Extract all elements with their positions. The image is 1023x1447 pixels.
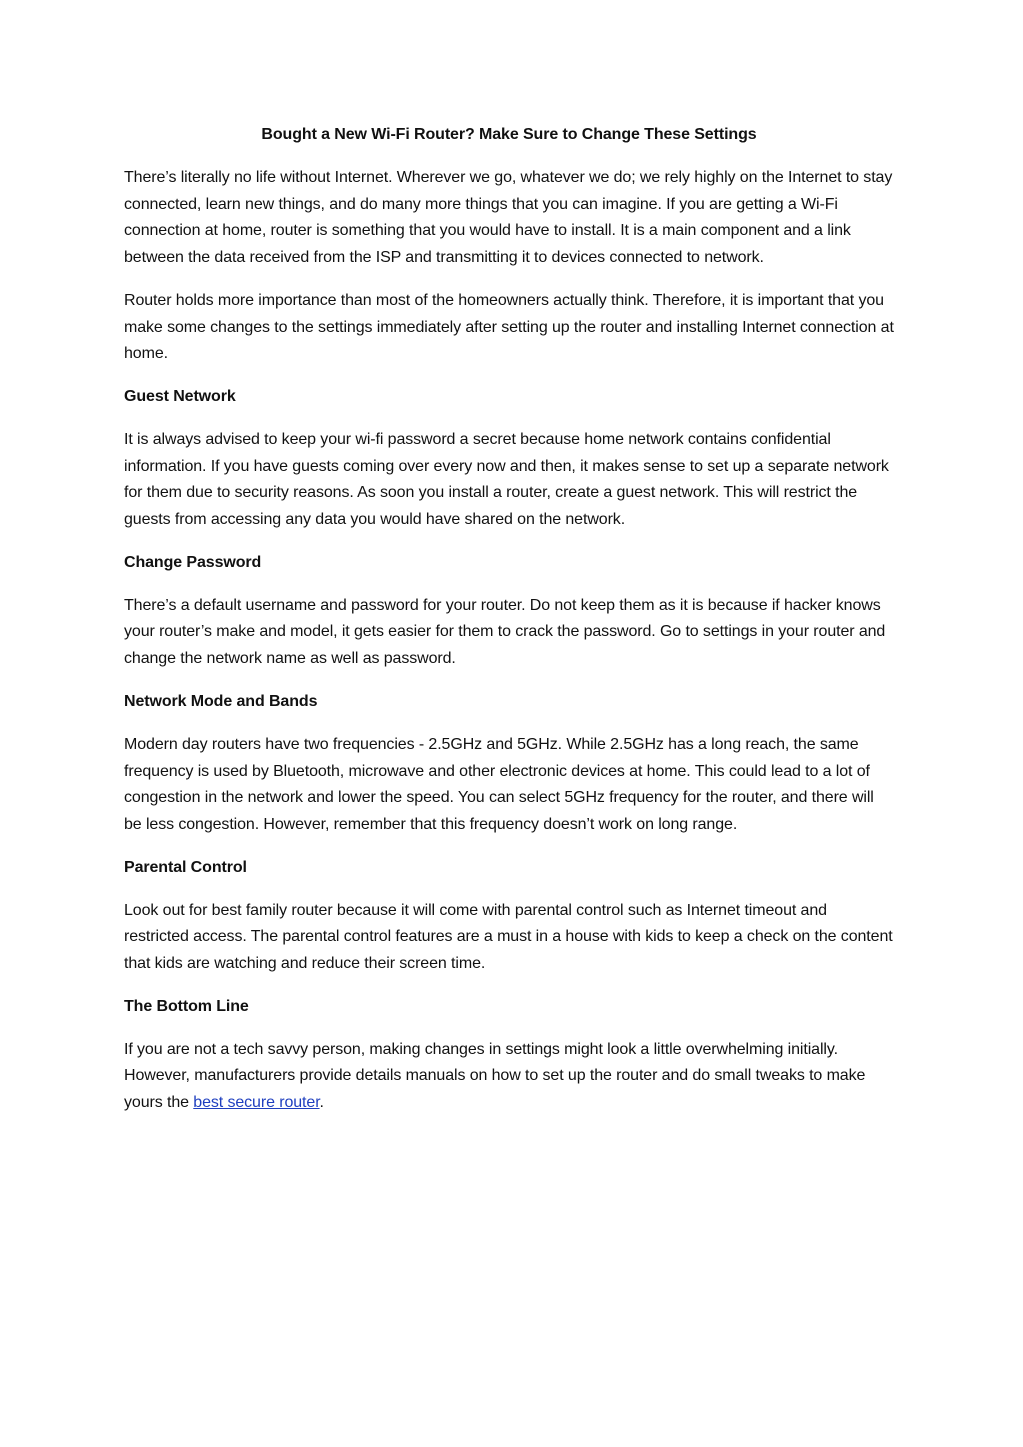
section-heading-guest-network: Guest Network	[124, 387, 236, 405]
bottom-line-text-after-link: .	[319, 1094, 324, 1112]
intro-paragraph-1: There’s literally no life without Internet. Wherever we go, whatever we do; we rely highly on the Internet to stay connected, learn new things, and do many more things that you can imagine. If you are getting a Wi-Fi connection at home, router is something that you would have to install. It is a main component and a link between the data received from the ISP and transmitting it to devices connected to network.	[124, 169, 893, 267]
section-body-change-password: There’s a default username and password for your router. Do not keep them as it is because if hacker knows your router’s make and model, it gets easier for them to crack the password. Go to settings in your router and change the network name as well as password.	[124, 596, 886, 668]
bottom-line-text-before-link: If you are not a tech savvy person, making changes in settings might look a little overwhelming initially. However, manufacturers provide details manuals on how to set up the router and do small tweaks to make yours the	[124, 1040, 866, 1112]
section-heading-bottom-line: The Bottom Line	[124, 997, 249, 1015]
intro-paragraph-2: Router holds more importance than most of the homeowners actually think. Therefore, it is important that you make some changes to the settings immediately after setting up the router and installing Internet connection at home.	[124, 291, 894, 363]
section-heading-network-mode: Network Mode and Bands	[124, 692, 318, 710]
section-heading-parental-control: Parental Control	[124, 858, 247, 876]
section-body-parental-control: Look out for best family router because it will come with parental control such as Internet timeout and restricted access. The parental control features are a must in a house with kids to keep a check on the content that kids are watching and reduce their screen time.	[124, 901, 893, 973]
best-secure-router-link[interactable]: best secure router	[193, 1094, 320, 1112]
section-heading-change-password: Change Password	[124, 553, 262, 571]
section-body-network-mode: Modern day routers have two frequencies - 2.5GHz and 5GHz. While 2.5GHz has a long reach, the same frequency is used by Bluetooth, microwave and other electronic devices at home. This could lead to a lot of congestion in the network and lower the speed. You can select 5GHz frequency for the router, and there will be less congestion. However, remember that this frequency doesn’t work on long range.	[124, 735, 874, 833]
document-title: Bought a New Wi-Fi Router? Make Sure to Change These Settings	[261, 126, 757, 143]
section-body-guest-network: It is always advised to keep your wi-fi password a secret because home network contains confidential information. If you have guests coming over every now and then, it makes sense to set up a separate network for them due to security reasons. As soon you install a router, create a guest network. This will restrict the guests from accessing any data you would have shared on the network.	[124, 430, 889, 529]
section-body-bottom-line	[124, 1037, 894, 1117]
document-content	[124, 122, 894, 1133]
